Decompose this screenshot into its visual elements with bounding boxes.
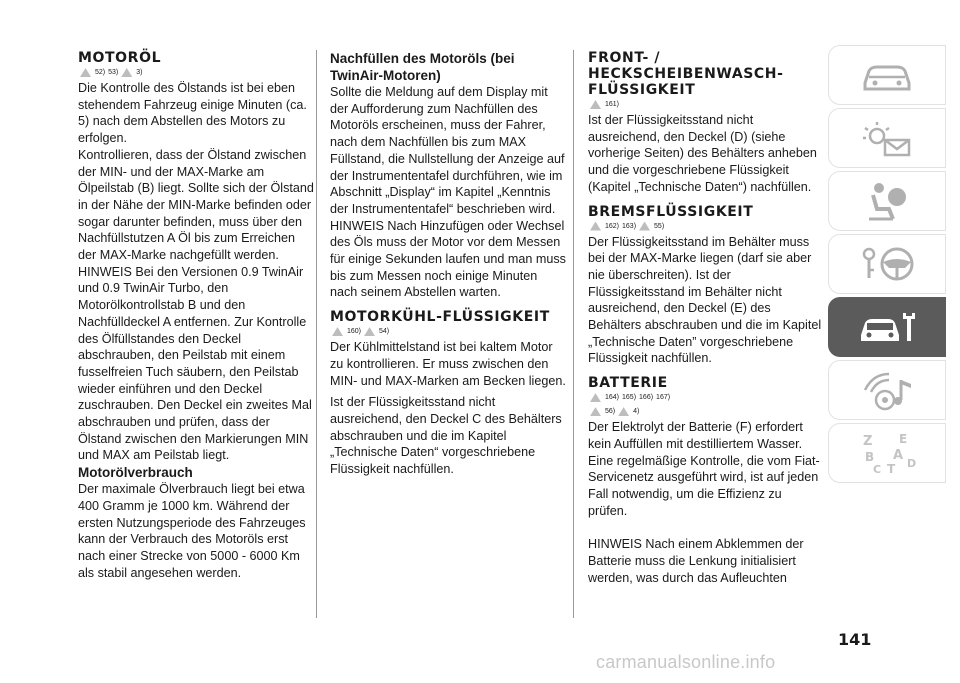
car-wrench-icon (855, 305, 919, 349)
warning-refs (590, 220, 824, 233)
tab-warning-lights[interactable] (828, 108, 946, 168)
warning-triangle-icon (618, 407, 629, 416)
index-letter: D (907, 457, 917, 470)
multimedia-icon (855, 368, 919, 412)
ref-1[interactable]: 162) (605, 222, 620, 230)
index-letter: E (899, 432, 908, 446)
section-title-motoroel: MOTORÖL (78, 50, 162, 66)
ref-3[interactable]: 55) (654, 222, 665, 230)
watermark: carmanualsonline.info (596, 652, 776, 672)
ref-3[interactable]: 166) (639, 394, 654, 402)
subtitle-nachfuellen: Nachfüllen des Motoröls (bei TwinAir-Motoren) (330, 51, 515, 83)
paragraph: HINWEIS Nach Hinzufügen oder Wechsel des Öls muss der Motor vor dem Messen für einige Sekunden laufen und man muss bis zum Messen noch einige Minuten nach seinem Abstellen warten. (330, 218, 566, 300)
warning-triangle-icon (590, 407, 601, 416)
paragraph: Die Kontrolle des Ölstands ist bei eben stehendem Fahrzeug einige Minuten (ca. 5) nach dem Abstellen des Motors zu erfolgen. (78, 81, 307, 146)
warning-lights-icon (855, 116, 919, 160)
tab-multimedia[interactable] (828, 360, 946, 420)
column-1 (78, 50, 314, 581)
warning-refs (332, 325, 566, 338)
paragraph: Ist der Flüssigkeitsstand nicht ausreichend, den Deckel C des Behälters abschrauben und die im Kapitel „Technische Daten“ vorgeschriebene Flüssigkeit nachfüllen. (330, 395, 562, 477)
warning-triangle-icon (639, 222, 650, 231)
section-title-batterie: BATTERIE (588, 375, 668, 392)
tab-car-front[interactable] (828, 45, 946, 105)
car-front-icon (855, 53, 919, 97)
index-letter: A (893, 448, 904, 463)
ref-2[interactable]: 163) (622, 222, 637, 230)
ref-1[interactable]: 164) (605, 394, 620, 402)
warning-triangle-icon (590, 100, 601, 109)
paragraph: Der Flüssigkeitsstand im Behälter muss bei der MAX-Marke liegen (darf sie aber nie überschreiten). Ist der Flüssigkeitsstand im Behälter nicht ausreichend, den Deckel (E) des Behälters abschrauben und die im Kapitel „Technische Daten” vorgeschriebene Flüssigkeit nachfüllen. (588, 234, 822, 366)
paragraph: Der Kühlmittelstand ist bei kaltem Motor zu kontrollieren. Er muss zwischen den MIN- und MAX-Marken am Becken liegen. (330, 340, 566, 388)
ref-2[interactable]: 53) (108, 69, 119, 76)
warning-triangle-icon (590, 222, 601, 231)
section-title-waschfluessigkeit: FRONT- / HECKSCHEIBENWASCH-FLÜSSIGKEIT (588, 50, 784, 98)
ref-1[interactable]: 161) (605, 101, 620, 108)
paragraph: HINWEIS Bei den Versionen 0.9 TwinAir und 0.9 TwinAir Turbo, den Motorölkontrollstab B und den Nachfülldeckel A entfernen. Zur Kontrolle des Ölfüllstandes den Deckel abschrauben, den Peilstab mit einem fusselfreien Tuch säubern, den Peilstab wieder einführen und den Deckel zuschrauben. Den Deckel ein zweites Mal abschrauben und prüfen, dass der Ölstand zwischen den Markierungen MIN und MAX am Peilstab liegt. (78, 264, 312, 463)
ref-3[interactable]: 3) (136, 69, 143, 76)
warning-refs (590, 98, 824, 111)
warning-refs (590, 405, 824, 418)
paragraph: Ist der Flüssigkeitsstand nicht ausreichend, den Deckel (D) (siehe vorherige Seiten) des Behälters anheben und die vorgeschriebene Flüssigkeit (Kapitel „Technische Daten“) nachfüllen. (588, 113, 817, 194)
paragraph: HINWEIS Nach einem Abklemmen der Batterie muss die Lenkung initialisiert werden, was durch das Aufleuchten (588, 537, 804, 585)
ref-1[interactable]: 52) (95, 69, 106, 76)
warning-triangle-icon (590, 393, 601, 402)
warning-refs (80, 66, 314, 79)
tab-key-steering[interactable] (828, 234, 946, 294)
ref-2[interactable]: 165) (622, 394, 637, 402)
tab-car-wrench[interactable] (828, 297, 946, 357)
warning-triangle-icon (364, 327, 375, 336)
section-title-kuehlfluessigkeit: MOTORKÜHL-FLÜSSIGKEIT (330, 309, 550, 326)
index-letter: B (865, 450, 875, 464)
index-letter: T (887, 462, 896, 475)
alphabet-index-icon (855, 431, 919, 475)
column-3 (588, 50, 824, 586)
warning-triangle-icon (80, 68, 91, 77)
tab-airbag[interactable] (828, 171, 946, 231)
paragraph: Der maximale Ölverbrauch liegt bei etwa 400 Gramm je 1000 km. Während der ersten Nutzungsperiode des Fahrzeuges kann der Verbrauch des Motoröls erst nach einer Strecke von 5000 - 6000 Km als stabil angesehen werden. (78, 482, 306, 580)
warning-triangle-icon (332, 327, 343, 336)
airbag-seat-icon (855, 179, 919, 223)
index-letter: Z (863, 434, 873, 449)
column-divider-1 (316, 50, 317, 618)
ref-1[interactable]: 160) (347, 328, 362, 336)
ref-2[interactable]: 54) (379, 328, 390, 336)
column-divider-2 (573, 50, 574, 618)
paragraph: Kontrollieren, dass der Ölstand zwischen der MIN- und der MAX-Marke am Ölpeilstab (B) liegt. Sollte sich der Ölstand in der Nähe der MIN-Marke befinden oder sogar darunter befinden, muss über den Nachfüllstutzen A Öl bis zum Erreichen der MAX-Marke nachgefüllt werden. (78, 147, 314, 263)
section-title-bremsfluessigkeit: BREMSFLÜSSIGKEIT (588, 203, 754, 220)
paragraph: Sollte die Meldung auf dem Display mit der Aufforderung zum Nachfüllen des Motoröls erscheinen, muss der Fahrer, nach dem Nachfüllen bis zum MAX Füllstand, die Nullstellung der Anzeige auf der Instrumententafel durchführen, wie im Abschnitt „Display“ im Kapitel „Kenntnis der Instrumententafel“ beschrieben wird. (330, 85, 565, 216)
subtitle-motoroelverbrauch: Motorölverbrauch (78, 465, 193, 481)
page-number: 141 (838, 630, 872, 649)
warning-refs (590, 391, 824, 404)
ref-4[interactable]: 167) (656, 394, 671, 402)
column-2 (330, 50, 566, 478)
ref-5[interactable]: 56) (605, 408, 616, 416)
chapter-tabs (828, 45, 946, 486)
ref-6[interactable]: 4) (633, 408, 640, 416)
tab-index[interactable] (828, 423, 946, 483)
index-letter: C (873, 463, 882, 475)
key-steering-wheel-icon (855, 242, 919, 286)
paragraph: Der Elektrolyt der Batterie (F) erfordert kein Auffüllen mit destilliertem Wasser. Eine regelmäßige Kontrolle, die vom Fiat-Servicenetz ausgeführt wird, ist auf jeden Fall notwendig, um die Effizienz zu prüfen. (588, 420, 820, 518)
warning-triangle-icon (121, 68, 132, 77)
